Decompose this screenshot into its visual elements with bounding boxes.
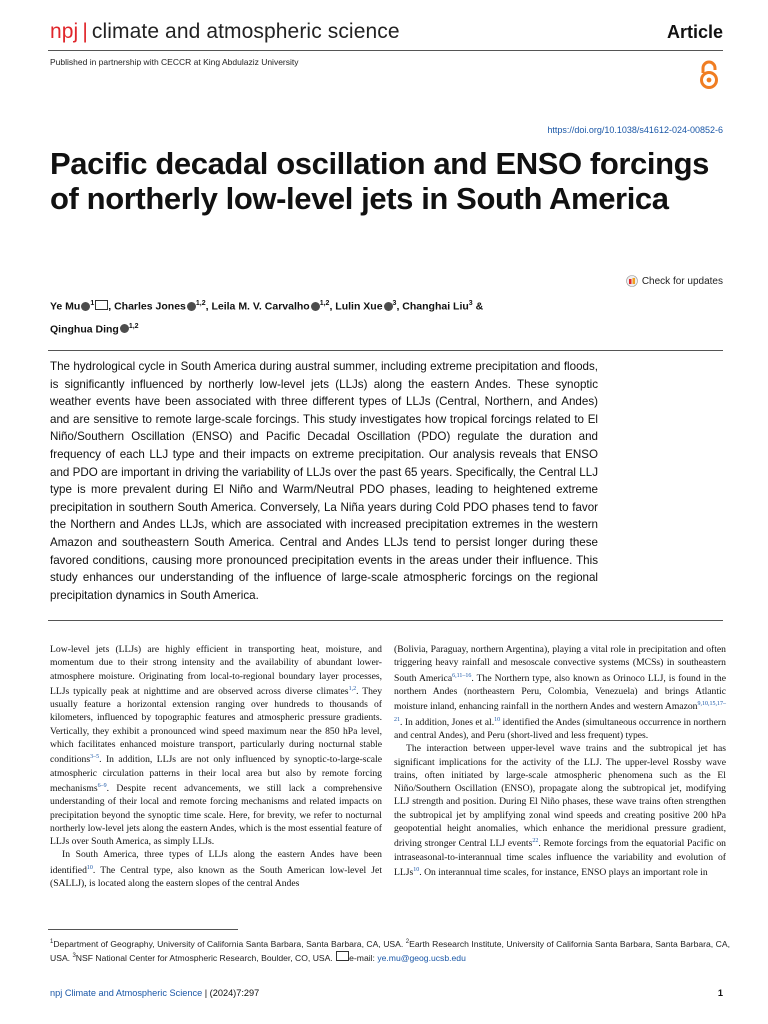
journal-separator: | (82, 20, 88, 43)
text-run: . They usually feature a horizontal extension ranging over hundreds to thousands of kilometers, influenced by topographic features and atmospheric pressure gradients. Vertically, they exhibit a pronounced wind speed maximum near the 850 hPa level, which facilitates enhanced moisture transport, particularly during nocturnal stable conditions (50, 685, 383, 766)
email-link[interactable]: ye.mu@geog.ucsb.edu (377, 953, 466, 964)
abstract-bottom-divider (48, 620, 723, 621)
author-affiliation: 1,2 (195, 300, 206, 307)
partnership-note: Published in partnership with CECCR at King Abdulaziz University (50, 57, 299, 67)
affiliation-text: Earth Research Institute, University of California Santa Barbara, Santa Barbara, CA, USA. (50, 938, 730, 964)
reference-link[interactable]: 1,2 (348, 685, 357, 692)
author-name[interactable]: Lulin Xue (335, 300, 383, 313)
text-run: . Remote forcings from the equatorial Pacific on intraseasonal-to-interannual time scales influence the variability and evolution of LLJs (394, 838, 726, 879)
affiliation-marker: 2 (405, 939, 410, 945)
author-separator: & (472, 300, 484, 313)
author-affiliation: 1 (90, 300, 95, 307)
text-run: . On interannual time scales, for instance, ENSO plays an important role in (419, 867, 708, 879)
author-name[interactable]: Leila M. V. Carvalho (211, 300, 310, 313)
check-for-updates-button[interactable] (626, 275, 723, 287)
mail-icon[interactable] (95, 300, 108, 310)
journal-npj: npj (50, 20, 79, 43)
orcid-icon[interactable] (120, 324, 129, 333)
reference-link[interactable]: 6,11–16 (452, 672, 472, 679)
journal-header (50, 20, 400, 44)
footer-volume: | (2024)7:297 (202, 988, 260, 998)
affiliation-marker: 1 (50, 939, 54, 945)
author-affiliation: 1,2 (128, 322, 139, 330)
author-separator: , (205, 300, 212, 313)
open-access-icon[interactable] (698, 60, 720, 90)
author-separator: , (108, 300, 115, 313)
author-name[interactable]: Charles Jones (114, 300, 186, 313)
text-run: . In addition, LLJs are not only influenced by synoptic-to-large-scale atmospheric circulation patterns in their local area but also by remote forcing mechanisms (50, 754, 382, 795)
text-run: . In addition, Jones et al. (400, 716, 495, 728)
article-title: Pacific decadal oscillation and ENSO forcings of northerly low-level jets in South America (50, 146, 710, 216)
abstract-text: The hydrological cycle in South America during austral summer, including extreme precipitation and floods, is significantly influenced by northerly low-level jets (LLJs) along the eastern Andes. These synoptic weather events have been associated with three different types of LLJs (Central, Northern, and Andes) and are sensitive to remote large-scale forcings. This study investigates how tropical forcings related to El Niño/Southern Oscillation (ENSO) and Pacific Decadal Oscillation (PDO) regulate the duration and frequency of each LLJ type and their impacts on extreme precipitation. Our analysis reveals that ENSO and PDO are important in driving the variability of LLJs over the past 65 years. Specifically, the Central LLJ type is more prevalent during El Niño and Warm/Neutral PDO phases, leading to heightened extreme precipitation in southern South America. Conversely, La Niña years during Cold PDO phases tend to favor the Northern and Andes LLJs, which are associated with increased precipitation extremes in the western Amazon and southeastern South America. Central and Andes LLJs tend to persist longer during these favored conditions, causing more pronounced precipitation events in the areas under their influence. This study enhances our understanding of the influence of large-scale atmospheric forcings on the regional precipitation dynamics in South America. (50, 360, 598, 602)
paragraph (394, 742, 726, 879)
text-run: . The Northern type, also known as Orinoco LLJ, is found in the northern Andes (northeastern Peru, Colombia, Venezuela) and brings Atlantic moisture inland, enhancing rainfall in the northern Andes and western Amazon (394, 672, 726, 713)
body-column-left (50, 643, 382, 890)
affiliation-text: Department of Geography, University of California Santa Barbara, Santa Barbara, CA, USA. (53, 938, 406, 949)
orcid-icon[interactable] (311, 302, 320, 311)
author-name[interactable]: Qinghua Ding (50, 323, 119, 335)
author-name[interactable]: Ye Mu (50, 300, 81, 313)
author-separator: , (396, 300, 403, 313)
footnote-divider (48, 929, 238, 930)
reference-link[interactable]: 22 (532, 838, 539, 845)
journal-name: climate and atmospheric science (91, 20, 400, 43)
reference-link[interactable]: 10 (86, 864, 93, 871)
page-number: 1 (717, 988, 723, 998)
reference-link[interactable]: 10 (413, 866, 420, 873)
email-label: e-mail: (349, 953, 378, 964)
reference-link[interactable]: 3–5 (90, 754, 100, 761)
paragraph (50, 643, 382, 848)
reference-link[interactable]: 10 (494, 716, 501, 723)
author-list (50, 294, 730, 339)
author-affiliation: 3 (468, 300, 473, 307)
text-run: (Bolivia, Paraguay, northern Argentina), playing a vital role in precipitation and often triggering heavy rainfall and mesoscale convective systems (MCSs) in southeastern South America (394, 644, 726, 684)
footer-journal-link[interactable]: npj Climate and Atmospheric Science (50, 988, 203, 998)
paragraph (50, 848, 382, 890)
paragraph (394, 643, 726, 742)
affiliation-text: NSF National Center for Atmospheric Research, Boulder, CO, USA. (75, 953, 336, 964)
doi-link[interactable]: https://doi.org/10.1038/s41612-024-00852-6 (547, 125, 723, 135)
text-run: Low-level jets (LLJs) are highly efficient in transporting heat, moisture, and momentum due to their strong intensity and the availability of abundant lower-atmosphere moisture. Originating from local-to-regional boundary layer processes, LLJs typically peak at nighttime and are observed across diverse climates (50, 644, 382, 697)
text-run: . The Central type, also known as the South American low-level Jet (SALLJ), is located along the eastern slopes of the central Andes (50, 864, 382, 890)
reference-link[interactable]: 6–9 (97, 782, 107, 789)
header-divider (48, 50, 723, 51)
text-run: . Despite recent advancements, we still lack a comprehensive understanding of their local and remote forcing mechanisms and related impacts on precipitation beyond the synoptic time scale. Here, for brevity, we refer to nocturnal northerly low-level jets along the eastern Andes, which is the most essential feature of LLJs over South America, as simply LLJs. (50, 783, 382, 848)
text-run: The interaction between upper-level wave trains and the subtropical jet has significant implications for the activity of the LLJ. The upper-level Rossby wave trains, often initiated by large-scale atmospheric phenomena such as the El Niño/Southern Oscillation (ENSO), propagate along the subtropical jet, modifying LLJ strength and position. During El Niño phases, these wave trains often strengthen the subtropical jet by amplifying zonal wind speeds and creating positive 200 hPa geopotential height anomalies, which enhance the meridional pressure gradient, driving stronger Central LLJ events (394, 743, 726, 850)
affiliation-marker: 3 (72, 953, 76, 960)
orcid-icon[interactable] (187, 302, 196, 311)
author-affiliation: 3 (392, 300, 397, 307)
orcid-icon[interactable] (81, 302, 90, 311)
text-run: In South America, three types of LLJs along the eastern Andes have been identified (50, 849, 382, 876)
author-affiliation: 1,2 (319, 300, 330, 307)
abstract-top-divider (48, 350, 723, 351)
check-updates-label: Check for updates (641, 275, 723, 287)
text-run: identified the Andes (simultaneous occurrence in northern and central Andes), and Peru (short-lived and less frequent) types. (394, 716, 727, 742)
mail-icon (336, 951, 349, 961)
author-name[interactable]: Changhai Liu (402, 300, 469, 313)
article-type-label: Article (666, 22, 723, 42)
affiliations (50, 936, 730, 965)
check-updates-icon (626, 275, 638, 287)
author-separator: , (329, 300, 336, 313)
footer-citation (50, 988, 259, 998)
orcid-icon[interactable] (384, 302, 393, 311)
reference-link[interactable]: 9,10,15,17–21 (394, 701, 726, 723)
body-column-right (394, 643, 726, 879)
